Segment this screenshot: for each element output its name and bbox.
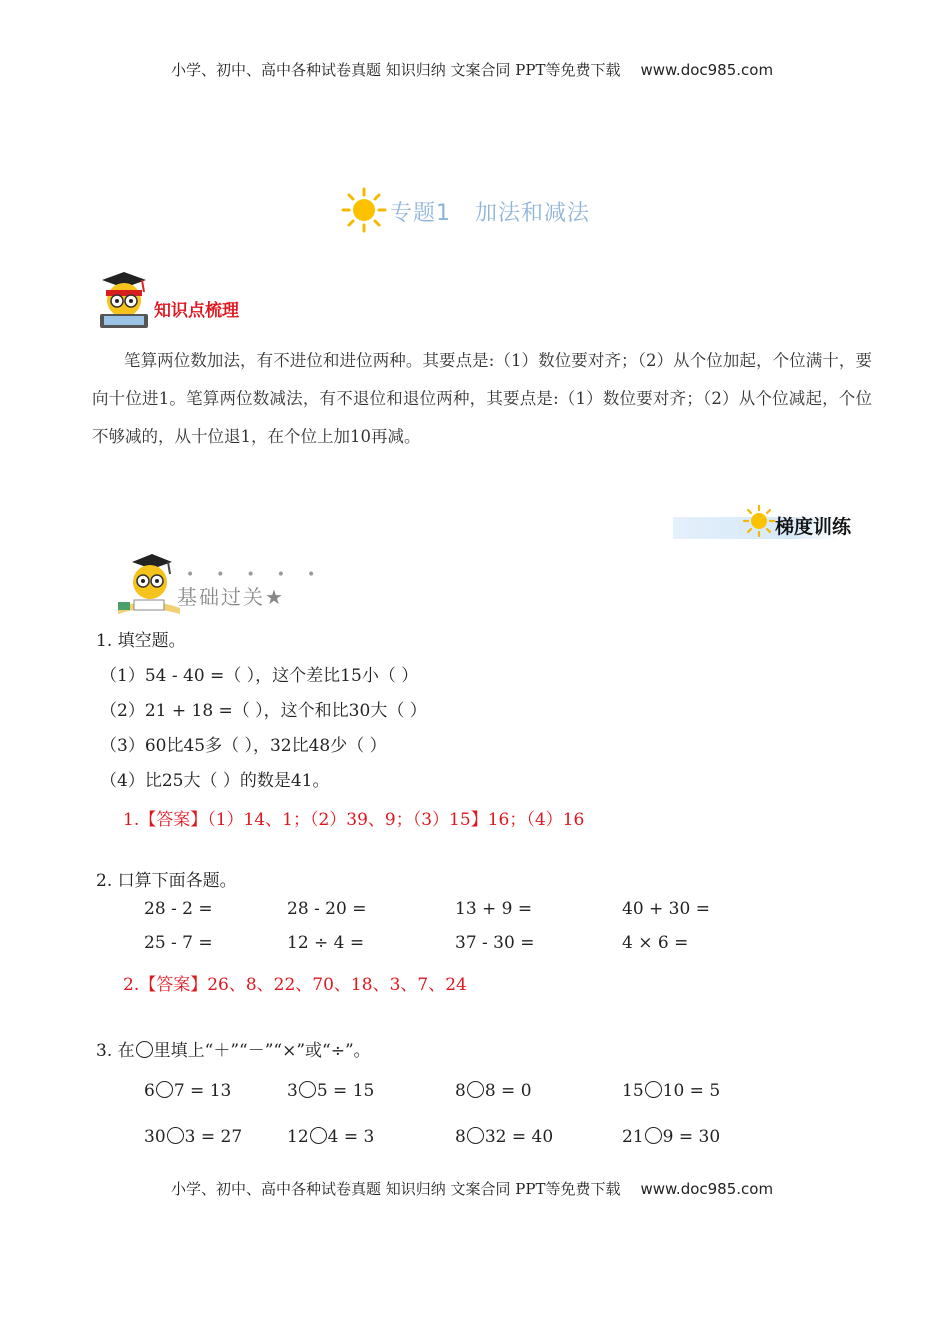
q3-right-part: 32 = 40 [484, 1127, 554, 1147]
blank-circle-icon[interactable] [310, 1127, 327, 1144]
q3-cell [287, 1127, 374, 1147]
q2-cell: 40 + 30 = [622, 899, 710, 919]
q3-left-operand: 8 [455, 1081, 466, 1101]
q2-cell: 37 - 30 = [455, 933, 535, 953]
q3-left-operand: 8 [455, 1127, 466, 1147]
q3-right-part: 7 = 13 [173, 1081, 232, 1101]
q3-cell [622, 1081, 720, 1101]
q3-title [96, 1036, 371, 1061]
q2-answer: 2.【答案】26、8、22、70、18、3、7、24 [123, 975, 467, 995]
blank-circle-icon[interactable] [467, 1081, 484, 1098]
blank-circle-icon[interactable] [645, 1127, 662, 1144]
q3-left-operand: 6 [144, 1081, 155, 1101]
blank-circle-icon[interactable] [167, 1127, 184, 1144]
q3-cell [144, 1127, 242, 1147]
q3-title-suffix: 里填上“＋”“－”“×”或“÷”。 [153, 1041, 371, 1061]
q3-left-operand: 3 [287, 1081, 298, 1101]
q2-cell: 13 + 9 = [455, 899, 533, 919]
knowledge-heading: 知识点梳理 [154, 301, 239, 321]
q3-cell [455, 1127, 553, 1147]
title-topic-name: 加法和减法 [475, 201, 591, 226]
q3-left-operand: 12 [287, 1127, 309, 1147]
q2-cell: 28 - 20 = [287, 899, 367, 919]
q3-left-operand: 30 [144, 1127, 166, 1147]
blank-circle-icon [136, 1041, 153, 1058]
blank-circle-icon[interactable] [645, 1081, 662, 1098]
q2-cell: 12 ÷ 4 = [287, 933, 365, 953]
sun-icon [340, 186, 388, 234]
header-text: 小学、初中、高中各种试卷真题 知识归纳 文案合同 PPT等免费下载 [171, 61, 621, 79]
training-heading: 梯度训练 [775, 516, 852, 538]
knowledge-paragraph: 笔算两位数加法，有不进位和进位两种。其要点是:（1）数位要对齐；（2）从个位加起，个位满十，要向十位进1。笔算两位数减法，有不退位和退位两种，其要点是:（1）数位要对齐；（2）从个位减起，个位不够减的，从十位退1，在个位上加10再减。 [92, 351, 872, 446]
q1-item-3: （3）60比45多（ ），32比48少（ ） [100, 736, 387, 756]
q2-cell: 25 - 7 = [144, 933, 213, 953]
q1-item-2: （2）21 + 18 =（ ），这个和比30大（ ） [100, 701, 427, 721]
page-title [390, 196, 590, 227]
q3-right-part: 8 = 0 [484, 1081, 532, 1101]
q3-right-part: 10 = 5 [662, 1081, 721, 1101]
owl-mascot-book-icon [110, 552, 182, 618]
q2-title: 2. 口算下面各题。 [96, 871, 237, 891]
q3-right-part: 4 = 3 [327, 1127, 375, 1147]
q2-cell: 4 × 6 = [622, 933, 689, 953]
q1-item-4: （4）比25大（ ）的数是41。 [100, 771, 330, 791]
q3-cell [287, 1081, 374, 1101]
page-footer [171, 1178, 773, 1199]
q3-title-prefix: 3. 在 [96, 1041, 135, 1061]
header-site[interactable]: www.doc985.com [640, 61, 774, 79]
q1-answer: 1.【答案】（1）14、1；（2）39、9；（3）15】16；（4）16 [123, 810, 585, 830]
title-topic-number: 专题1 [390, 201, 451, 226]
basic-level-heading: 基础过关★ [177, 585, 285, 609]
blank-circle-icon[interactable] [156, 1081, 173, 1098]
q3-right-part: 5 = 15 [316, 1081, 375, 1101]
q3-left-operand: 15 [622, 1081, 644, 1101]
q3-left-operand: 21 [622, 1127, 644, 1147]
footer-site[interactable]: www.doc985.com [640, 1180, 774, 1198]
q3-right-part: 9 = 30 [662, 1127, 721, 1147]
blank-circle-icon[interactable] [299, 1081, 316, 1098]
footer-text: 小学、初中、高中各种试卷真题 知识归纳 文案合同 PPT等免费下载 [171, 1180, 621, 1198]
q3-cell [622, 1127, 720, 1147]
owl-mascot-laptop-icon [96, 270, 152, 332]
q1-item-1: （1）54 - 40 =（ ），这个差比15小（ ） [100, 666, 419, 686]
q1-title: 1. 填空题。 [96, 631, 186, 651]
sun-icon-small [742, 504, 776, 538]
q2-cell: 28 - 2 = [144, 899, 213, 919]
q3-right-part: 3 = 27 [184, 1127, 243, 1147]
decorative-dots: ••••• [186, 567, 338, 583]
q3-cell [455, 1081, 532, 1101]
blank-circle-icon[interactable] [467, 1127, 484, 1144]
page-header [171, 59, 773, 80]
q3-cell [144, 1081, 231, 1101]
